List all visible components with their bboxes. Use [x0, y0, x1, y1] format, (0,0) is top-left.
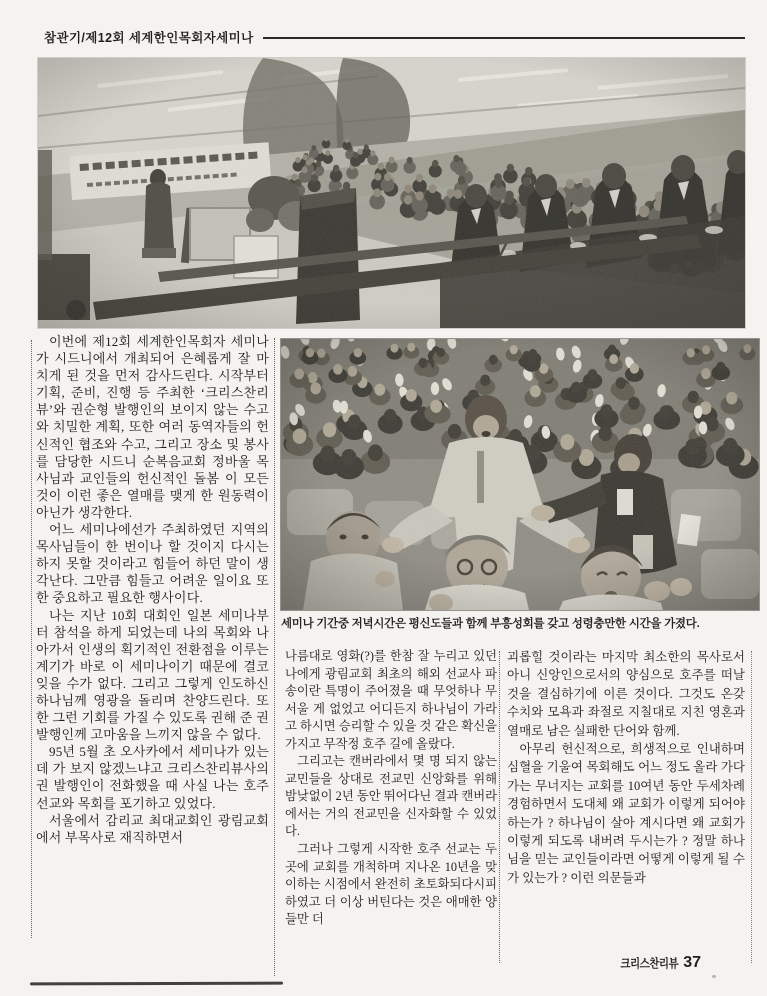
seminar-hall-photo: [38, 58, 745, 328]
paragraph: 그리고는 캔버라에서 몇 명 되지 않는 교민들을 상대로 전교민 신앙화를 위해 밤낮없이 2년 동안 뛰어다닌 결과 캔버라에서는 거의 전교민을 신자화할 수 있었다.: [285, 754, 497, 839]
paragraph: 어느 세미나에선가 주최하였던 지역의 목사님들이 한 번이나 할 것이지 다시는 하지 못할 것이라고 힘들어 하던 말이 생각난다. 그만큼 힘들고 어려운 일이요 또한 중요하고 필요한 행사이다.: [36, 522, 269, 606]
column-rule-1: [274, 338, 275, 976]
article-column-2: [285, 648, 497, 929]
column-rule-right: [751, 651, 752, 963]
paragraph: 95년 5월 초 오사카에서 세미나가 있는데 가 보지 않겠느냐고 크리스찬리뷰사의 권 발행인이 전화했을 때 사실 나는 호주 선교와 목회를 포기하고 있었다.: [36, 744, 269, 811]
paragraph: 이번에 제12회 세계한인목회자 세미나가 시드니에서 개최되어 은혜롭게 잘 마치게 된 것을 먼저 감사드린다. 시작부터 기획, 준비, 진행 등 주최한 ‘크리스찬리뷰’와 권순형 발행인의 보이지 않는 수고와 치밀한 계획, 또한 여러 동역자들의 헌신적인 협조와 수고, 그리고 장소 및 봉사를 담당한 시드니 순복음교회 정바울 목사님과 교인들의 헌신적인 돌봄 이 모든 것이 이런 좋은 열매를 맺게 한 원동력이 아닌가 생각한다.: [36, 334, 269, 520]
scan-artifact-line: [30, 982, 283, 986]
page-footer: [620, 954, 701, 972]
revival-meeting-photo: [281, 339, 759, 610]
paragraph: 나름대로 영화(?)를 한참 잘 누리고 있던 나에게 광림교회 최초의 해외 선교사 파송이란 특명이 주어졌을 때 무엇하나 무서울 게 없었고 어디든지 하나님이 가라고 하시면 승리할 수 있을 것 같은 확신을 가지고 무작정 호주 길에 올랐다.: [285, 649, 497, 751]
scan-artifact-dot: [712, 975, 716, 978]
column-rule-2: [499, 651, 500, 963]
photo-caption: 세미나 기간중 저녁시간은 평신도들과 함께 부흥성회를 갖고 성령충만한 시간을 가졌다.: [281, 618, 700, 630]
paragraph: 아무리 헌신적으로, 희생적으로 인내하며 심혈을 기울여 목회해도 어느 정도 올라 가다가는 무너지는 교회를 10여년 동안 두세차례 경험하면서 도대체 왜 교회가 이렇게 되어야 하는가 ? 하나님이 살아 계시다면 왜 교회가 이렇게 되도록 내버려 두시는가 ? 정말 하나님을 믿는 교인들이라면 어떻게 이렇게 될 수가 있는가 ? 이런 의문들과: [507, 742, 745, 885]
paragraph: 괴롭힐 것이라는 마지막 최소한의 목사로서 아니 신앙인으로서의 양심으로 호주를 떠날 것을 결심하기에 이른 것이다. 그것도 온갖 수치와 모욕과 좌절로 지칠대로 지친 영혼과 열매로 남은 실패한 단어와 함께.: [507, 650, 745, 738]
article-column-1: [36, 333, 269, 846]
page-title: 참관기/제12회 세계한인목회자세미나: [44, 31, 254, 45]
magazine-logo: 크리스찬리뷰: [620, 957, 679, 971]
article-column-3: [507, 648, 745, 887]
page-number: 37: [683, 954, 701, 971]
paragraph: 나는 지난 10회 대회인 일본 세미나부터 참석을 하게 되었는데 나의 목회와 나아가서 인생의 획기적인 전환점을 이루는 계기가 바로 이 세미나이기 때문에 결코 잊을 수가 없다. 그리고 그렇게 인도하신 하나님께 영광을 돌리며 찬양드린다. 또한 그런 기회를 가질 수 있도록 권해 준 권 발행인께 고마움을 느끼지 않을 수 없다.: [36, 607, 269, 743]
header-rule: [263, 37, 745, 39]
column-rule-left: [31, 340, 32, 938]
paragraph: 서울에서 감리교 최대교회인 광림교회에서 부목사로 재직하면서: [36, 812, 269, 845]
section-header: [44, 29, 745, 45]
paragraph: 그러나 그렇게 시작한 호주 선교는 두 곳에 교회를 개척하며 지나온 10년을 맞이하는 시점에서 완전히 초토화되다시피 하였고 더 이상 버틴다는 것은 애매한 양들만 더: [285, 842, 497, 927]
